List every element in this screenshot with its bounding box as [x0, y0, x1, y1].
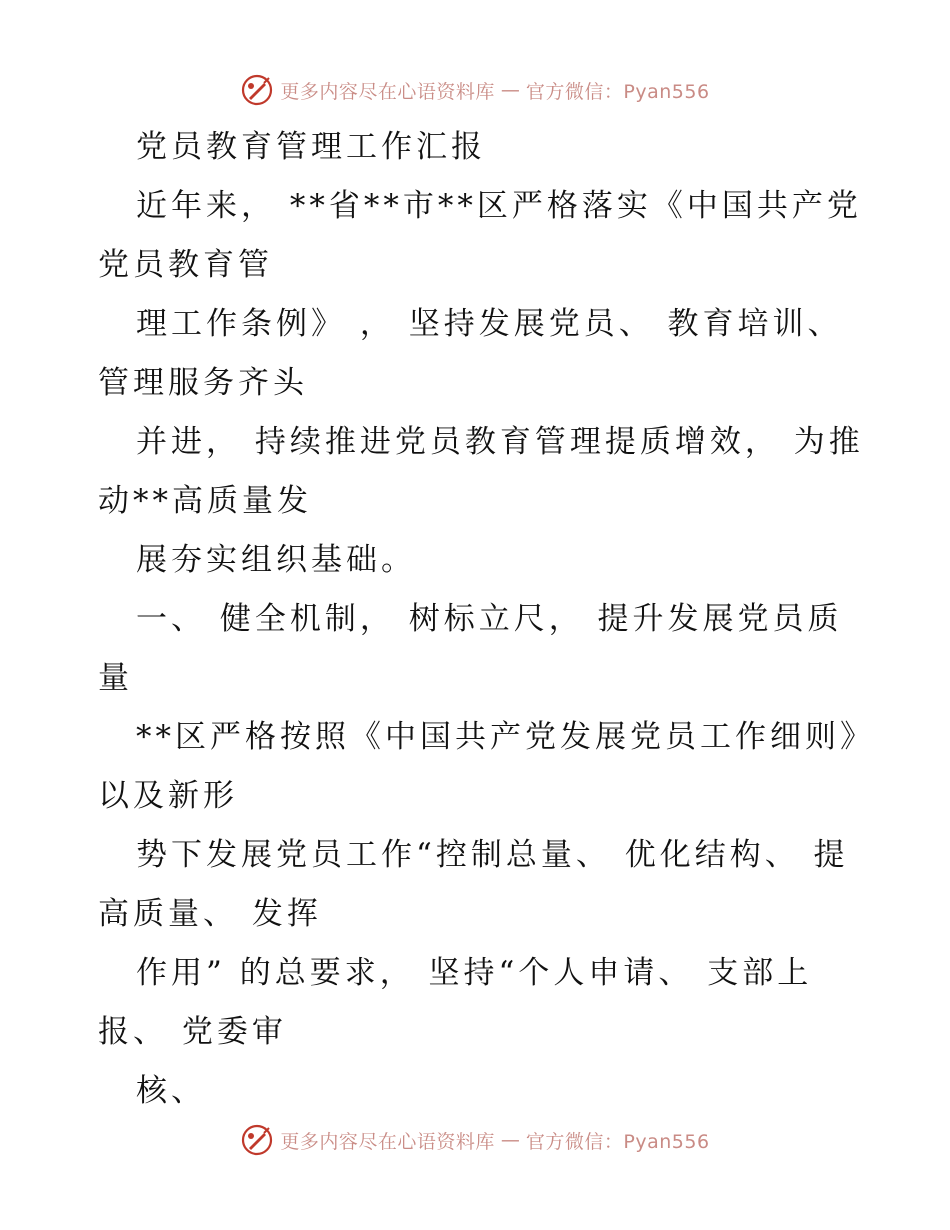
document-line	[98, 649, 888, 708]
line-text: 党员教育管	[98, 247, 273, 283]
line-text: 以及新形	[98, 778, 238, 814]
document-line	[98, 1062, 888, 1121]
watermark-separator: —	[500, 1129, 520, 1151]
document-line	[98, 236, 888, 295]
document-line	[98, 472, 888, 531]
line-text: 作用” 的总要求， 坚持“个人申请、 支部上	[136, 955, 813, 991]
line-text: 量	[98, 660, 133, 696]
line-text: 管理服务齐头	[98, 365, 308, 401]
line-text: 展夯实组织基础。	[136, 542, 416, 578]
line-text: 动**高质量发	[98, 483, 312, 519]
document-line	[98, 826, 888, 885]
document-line	[98, 885, 888, 944]
watermark-header	[0, 70, 950, 110]
watermark-separator: —	[500, 79, 520, 101]
pen-feather-logo-icon	[240, 73, 274, 107]
document-line	[98, 590, 888, 649]
line-text: 高质量、 发挥	[98, 896, 322, 932]
watermark-text: 更多内容尽在心语资料库	[280, 1130, 495, 1153]
pen-feather-logo-icon	[240, 1123, 274, 1157]
document-line	[98, 1003, 888, 1062]
line-text: 党员教育管理工作汇报	[136, 129, 486, 165]
document-line	[98, 354, 888, 413]
line-text: 一、 健全机制， 树标立尺， 提升发展党员质	[136, 601, 843, 637]
line-text: 报、 党委审	[98, 1014, 287, 1050]
line-text: 理工作条例》 ， 坚持发展党员、 教育培训、	[136, 306, 843, 342]
document-line	[98, 118, 888, 177]
watermark-footer	[0, 1120, 950, 1160]
watermark-wechat: 官方微信：Pyan556	[525, 1130, 710, 1153]
document-body	[98, 118, 888, 1121]
document-line	[98, 531, 888, 590]
document-line	[98, 708, 888, 767]
watermark-wechat: 官方微信：Pyan556	[525, 80, 710, 103]
document-line	[98, 944, 888, 1003]
document-line	[98, 413, 888, 472]
document-line	[98, 295, 888, 354]
line-text: 近年来， **省**市**区严格落实《中国共产党	[136, 188, 862, 224]
line-text: 势下发展党员工作“控制总量、 优化结构、 提	[136, 837, 849, 873]
line-text: 并进， 持续推进党员教育管理提质增效， 为推	[136, 424, 864, 460]
line-text: **区严格按照《中国共产党发展党员工作细则》	[136, 719, 875, 755]
line-text: 核、	[136, 1073, 206, 1109]
document-line	[98, 767, 888, 826]
watermark-text: 更多内容尽在心语资料库	[280, 80, 495, 103]
document-line	[98, 177, 888, 236]
